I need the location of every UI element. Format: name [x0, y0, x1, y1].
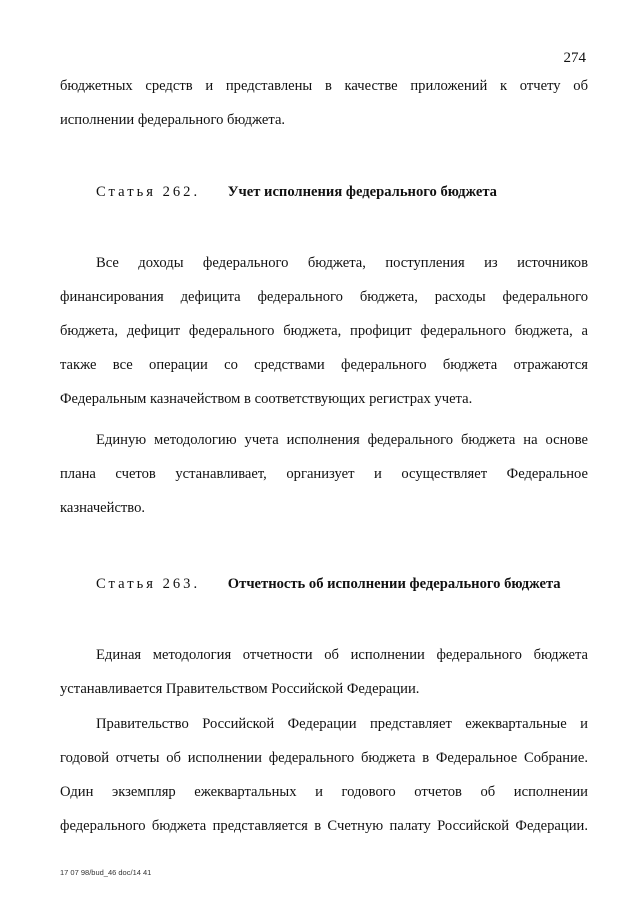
text-line: федерального бюджета представляется в Счетную палату Российской Федерации.	[60, 818, 588, 834]
article-263-paragraph-1	[60, 644, 588, 712]
text-line: бюджета, дефицит федерального бюджета, профицит федерального бюджета, а	[60, 323, 588, 339]
article-262-heading	[96, 181, 497, 203]
text-line: Единую методологию учета исполнения федерального бюджета на основе	[96, 432, 588, 448]
text-line: Единая методология отчетности об исполнении федерального бюджета	[96, 647, 588, 663]
text-line: бюджетных средств и представлены в качестве приложений к отчету об	[60, 78, 588, 94]
text-line: Один экземпляр ежеквартальных и годового отчетов об исполнении	[60, 784, 588, 800]
footer-file-stamp: 17 07 98/bud_46 doc/14 41	[60, 868, 152, 877]
intro-paragraph	[60, 75, 588, 143]
text-line: также все операции со средствами федерального бюджета отражаются	[60, 357, 588, 373]
article-262-paragraph-1	[60, 252, 588, 422]
text-line: Правительство Российской Федерации представляет ежеквартальные и	[96, 716, 588, 732]
text-line: годовой отчеты об исполнении федерального бюджета в Федеральное Собрание.	[60, 750, 588, 766]
article-263-heading	[96, 573, 561, 595]
text-line: исполнении федерального бюджета.	[60, 112, 286, 128]
article-263-label: Статья 263.	[96, 576, 201, 592]
page-number: 274	[563, 50, 586, 66]
article-263-paragraph-2	[60, 713, 588, 849]
article-262-title: Учет исполнения федерального бюджета	[227, 184, 497, 200]
article-263-title: Отчетность об исполнении федерального бюджета	[227, 576, 561, 592]
article-262-paragraph-2	[60, 429, 588, 531]
text-line: казначейство.	[60, 500, 146, 516]
article-262-label: Статья 262.	[96, 184, 201, 200]
text-line: устанавливается Правительством Российской Федерации.	[60, 681, 420, 697]
text-line: Федеральным казначейством в соответствующих регистрах учета.	[60, 391, 473, 407]
text-line: Все доходы федерального бюджета, поступления из источников	[96, 255, 588, 271]
text-line: финансирования дефицита федерального бюджета, расходы федерального	[60, 289, 588, 305]
text-line: плана счетов устанавливает, организует и осуществляет Федеральное	[60, 466, 588, 482]
